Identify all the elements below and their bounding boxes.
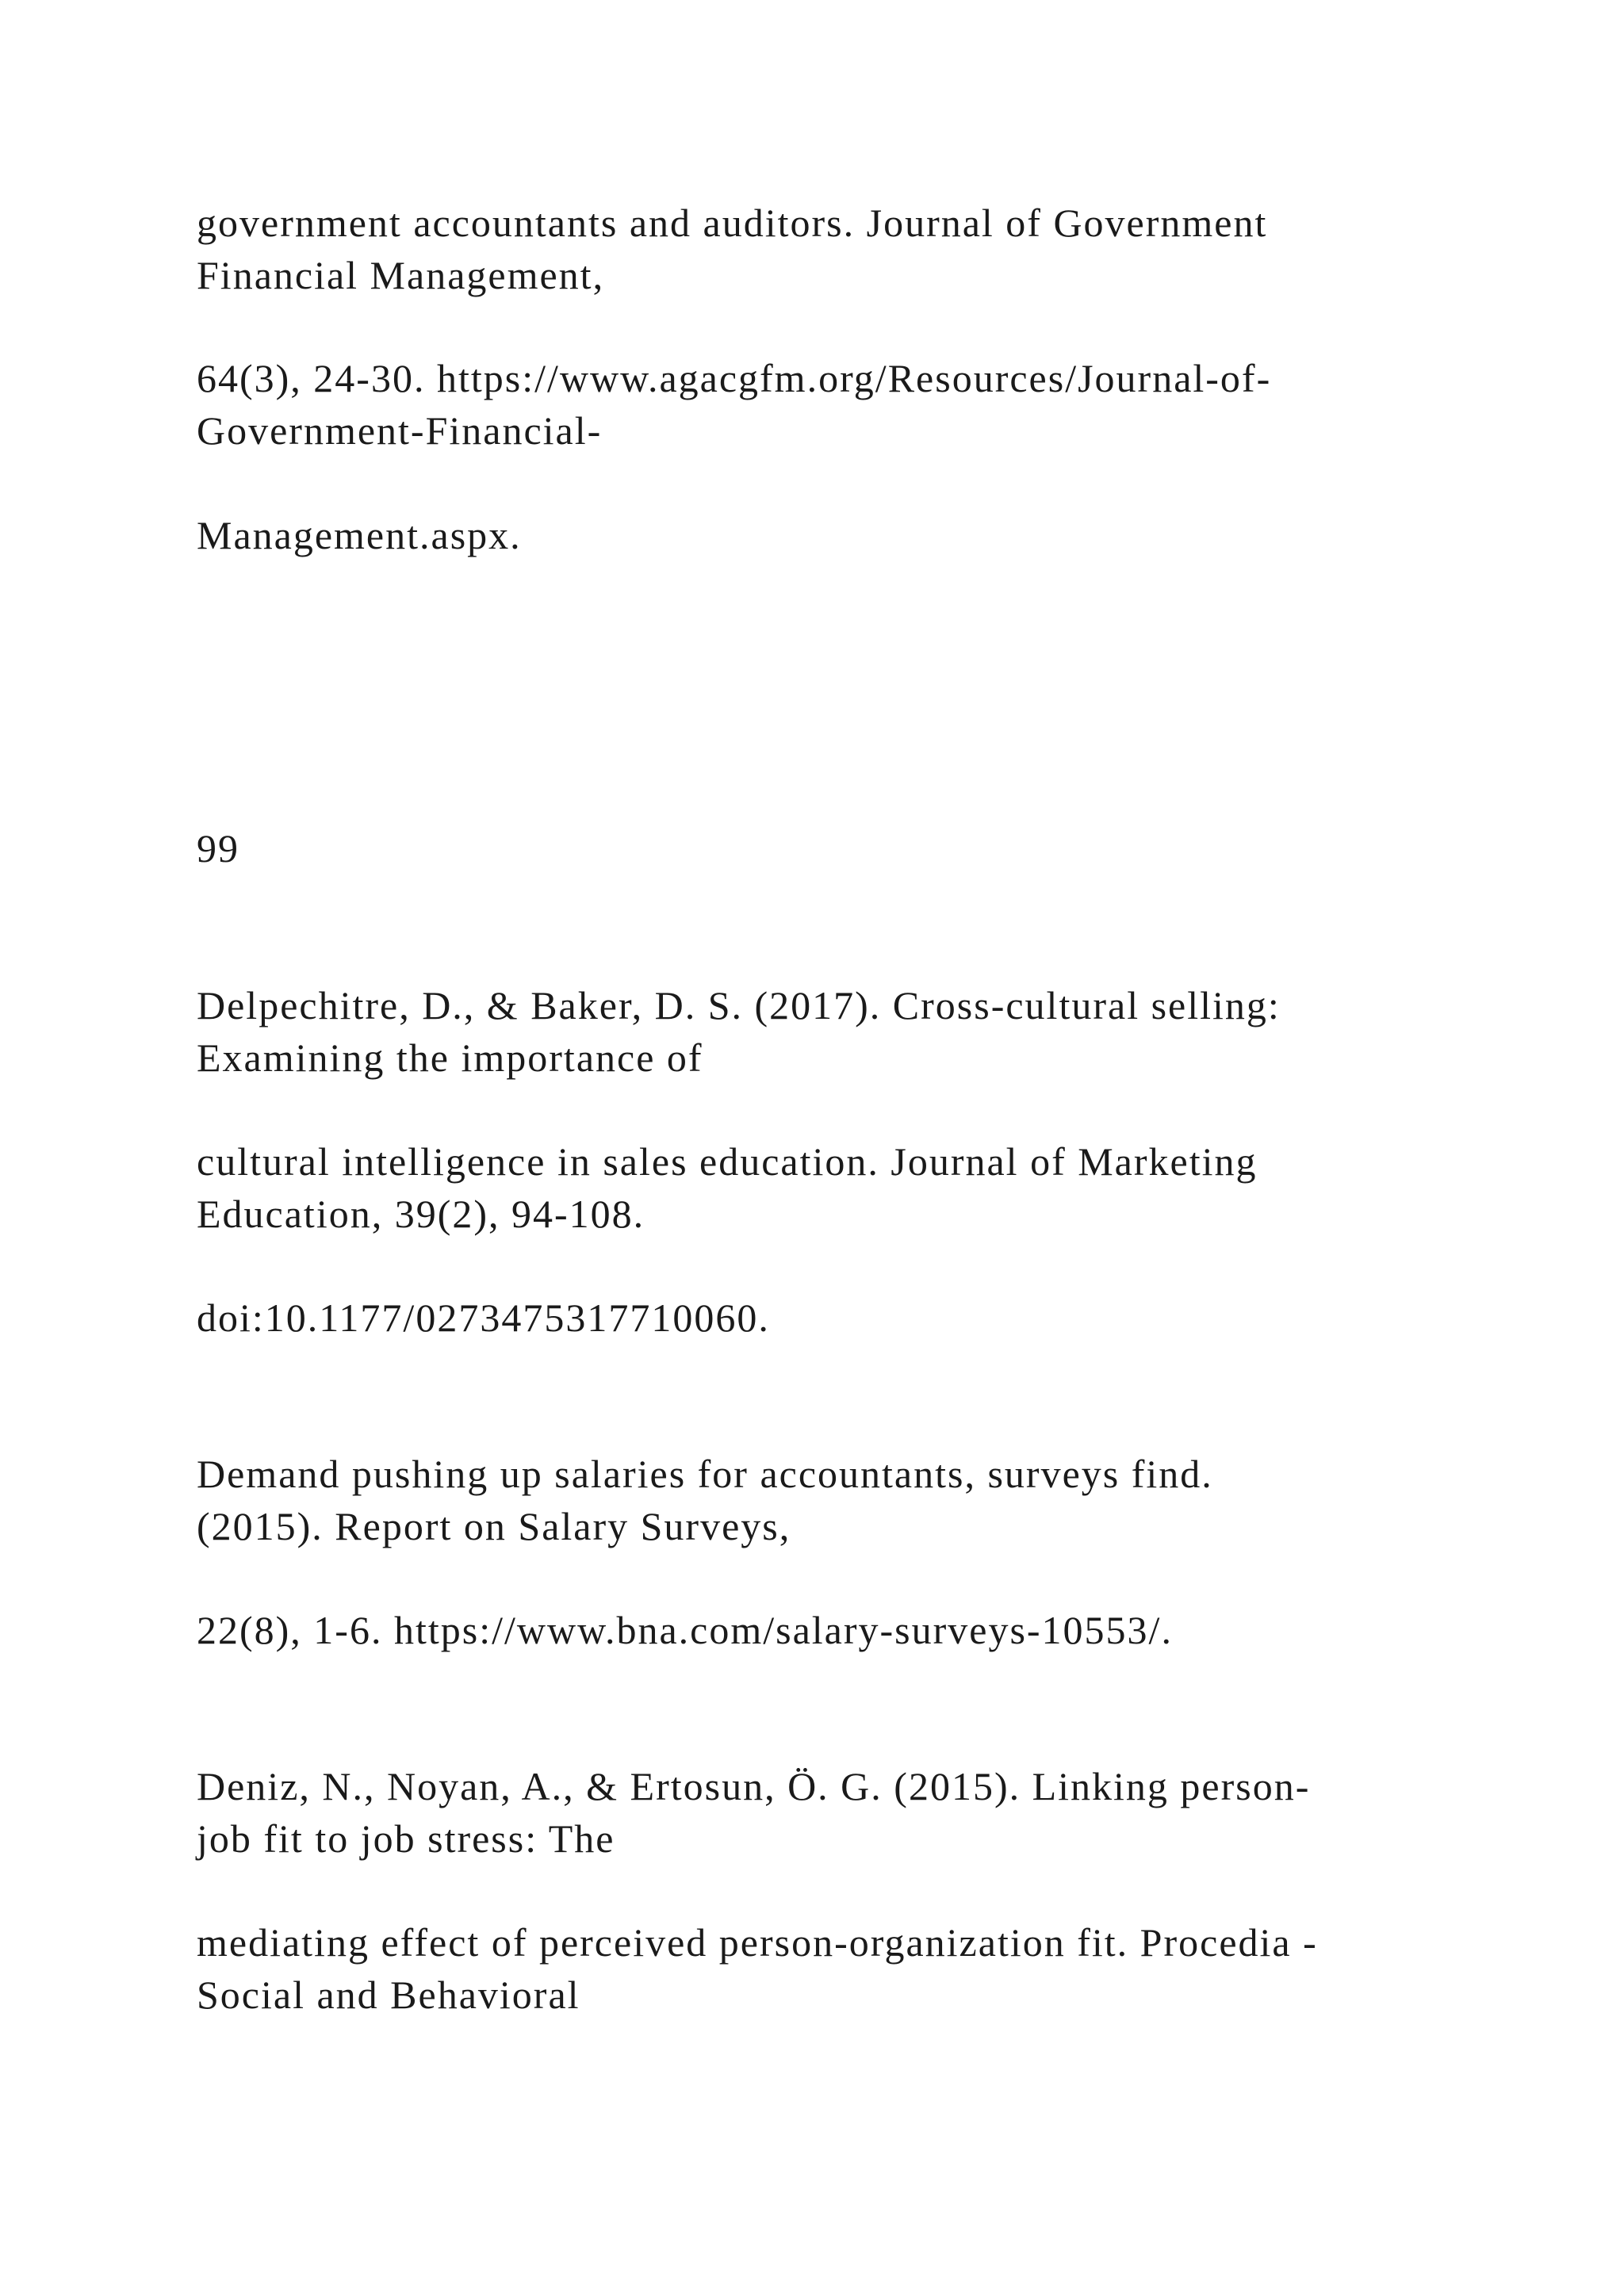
text-line: Social and Behavioral <box>197 1973 580 2017</box>
text-line: Demand pushing up salaries for accountants, surveys find. <box>197 1452 1213 1496</box>
text-line: job fit to job stress: The <box>197 1816 615 1861</box>
text-line: Examining the importance of <box>197 1035 703 1080</box>
text-line: 22(8), 1-6. https://www.bna.com/salary-surveys-10553/. <box>197 1608 1173 1652</box>
text-line: Management.aspx. <box>197 513 522 557</box>
text-line: Deniz, N., Noyan, A., & Ertosun, Ö. G. (2015). Linking person- <box>197 1764 1311 1808</box>
text-line: Financial Management, <box>197 253 605 297</box>
text-line: 64(3), 24-30. https://www.agacgfm.org/Resources/Journal-of- <box>197 356 1272 400</box>
text-line: Delpechitre, D., & Baker, D. S. (2017). Cross-cultural selling: <box>197 983 1281 1027</box>
text-line: cultural intelligence in sales education. Journal of Marketing <box>197 1139 1258 1184</box>
text-line: mediating effect of perceived person-organization fit. Procedia - <box>197 1920 1318 1965</box>
text-line: doi:10.1177/0273475317710060. <box>197 1295 770 1340</box>
text-line: (2015). Report on Salary Surveys, <box>197 1504 791 1548</box>
text-line: Government-Financial- <box>197 408 603 453</box>
page-number: 99 <box>197 826 239 871</box>
text-line: Education, 39(2), 94-108. <box>197 1192 645 1236</box>
text-line: government accountants and auditors. Journal of Government <box>197 201 1268 245</box>
